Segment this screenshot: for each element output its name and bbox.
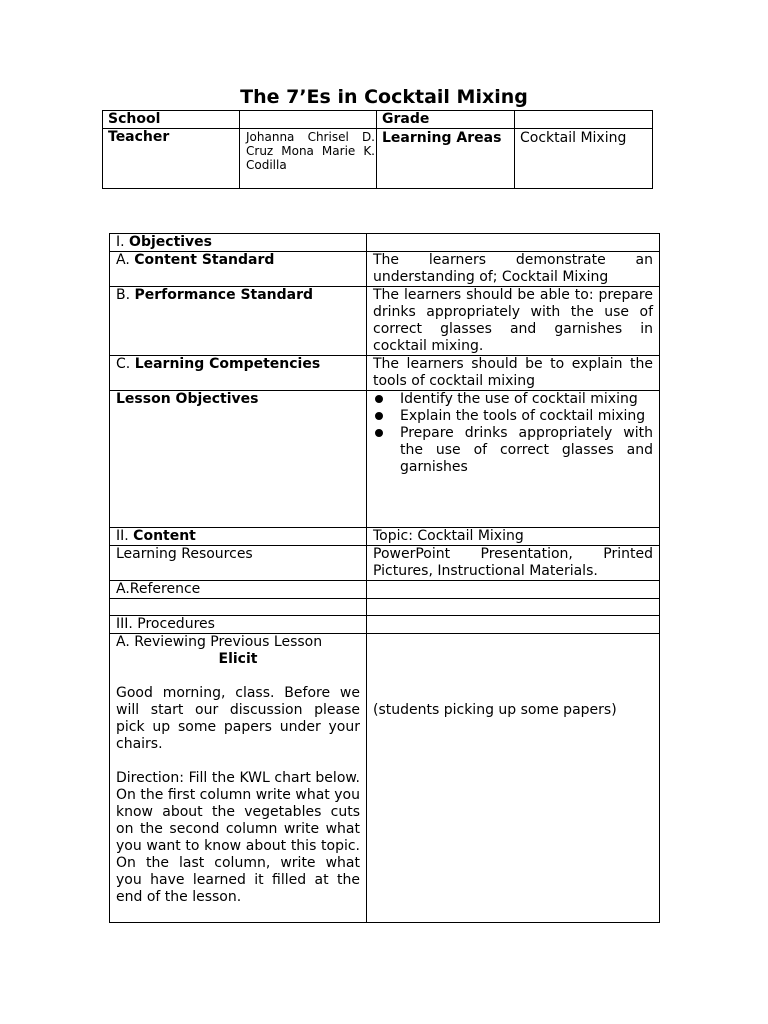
content-heading: II. Content bbox=[110, 528, 367, 546]
learning-areas-value: Cocktail Mixing bbox=[515, 129, 653, 189]
school-label: School bbox=[103, 111, 240, 129]
procedures-empty bbox=[367, 616, 660, 634]
performance-standard-label: B. Performance Standard bbox=[110, 287, 367, 356]
objectives-empty bbox=[367, 234, 660, 252]
procedures-heading: III. Procedures bbox=[110, 616, 367, 634]
list-item: Explain the tools of cocktail mixing bbox=[373, 408, 653, 425]
page-title: The 7’Es in Cocktail Mixing bbox=[240, 86, 528, 108]
lesson-objectives-list bbox=[367, 391, 660, 528]
grade-value bbox=[515, 111, 653, 129]
blank-row bbox=[110, 599, 367, 616]
reference-empty bbox=[367, 581, 660, 599]
blank-row-value bbox=[367, 599, 660, 616]
school-value bbox=[240, 111, 377, 129]
objectives-heading: I. Objectives bbox=[110, 234, 367, 252]
competencies-label: C. Learning Competencies bbox=[110, 356, 367, 391]
lesson-plan-table bbox=[109, 233, 660, 923]
performance-standard-value: The learners should be able to: prepare drinks appropriately with the use of correct glasses and garnishes in cocktail mixing. bbox=[367, 287, 660, 356]
student-response: (students picking up some papers) bbox=[367, 634, 660, 923]
elicit-direction: Direction: Fill the KWL chart below. On the first column write what you know about the vegetables cuts on the second column write what you want to know about this topic. On the last column, write what you have learned it filled at the end of the lesson. bbox=[116, 770, 360, 905]
resources-value: PowerPoint Presentation, Printed Pictures, Instructional Materials. bbox=[367, 546, 660, 581]
lesson-objectives-label: Lesson Objectives bbox=[110, 391, 367, 528]
list-item: Prepare drinks appropriately with the use of correct glasses and garnishes bbox=[373, 425, 653, 476]
competencies-value: The learners should be to explain the tools of cocktail mixing bbox=[367, 356, 660, 391]
reviewing-label: A. Reviewing Previous Lesson bbox=[116, 634, 323, 650]
content-standard-label: A. Content Standard bbox=[110, 252, 367, 287]
grade-label: Grade bbox=[377, 111, 515, 129]
header-table bbox=[102, 110, 653, 189]
elicit-cell bbox=[110, 634, 367, 923]
reference-label: A.Reference bbox=[110, 581, 367, 599]
resources-label: Learning Resources bbox=[110, 546, 367, 581]
content-standard-value: The learners demonstrate an understanding of; Cocktail Mixing bbox=[367, 252, 660, 287]
teacher-names: Johanna Chrisel D. Cruz Mona Marie K. Codilla bbox=[240, 129, 377, 189]
teacher-label: Teacher bbox=[103, 129, 240, 189]
list-item: Identify the use of cocktail mixing bbox=[373, 391, 653, 408]
elicit-greeting: Good morning, class. Before we will start our discussion please pick up some papers under your chairs. bbox=[116, 685, 360, 752]
elicit-label: Elicit bbox=[218, 651, 258, 667]
learning-areas-label: Learning Areas bbox=[377, 129, 515, 189]
content-value: Topic: Cocktail Mixing bbox=[367, 528, 660, 546]
